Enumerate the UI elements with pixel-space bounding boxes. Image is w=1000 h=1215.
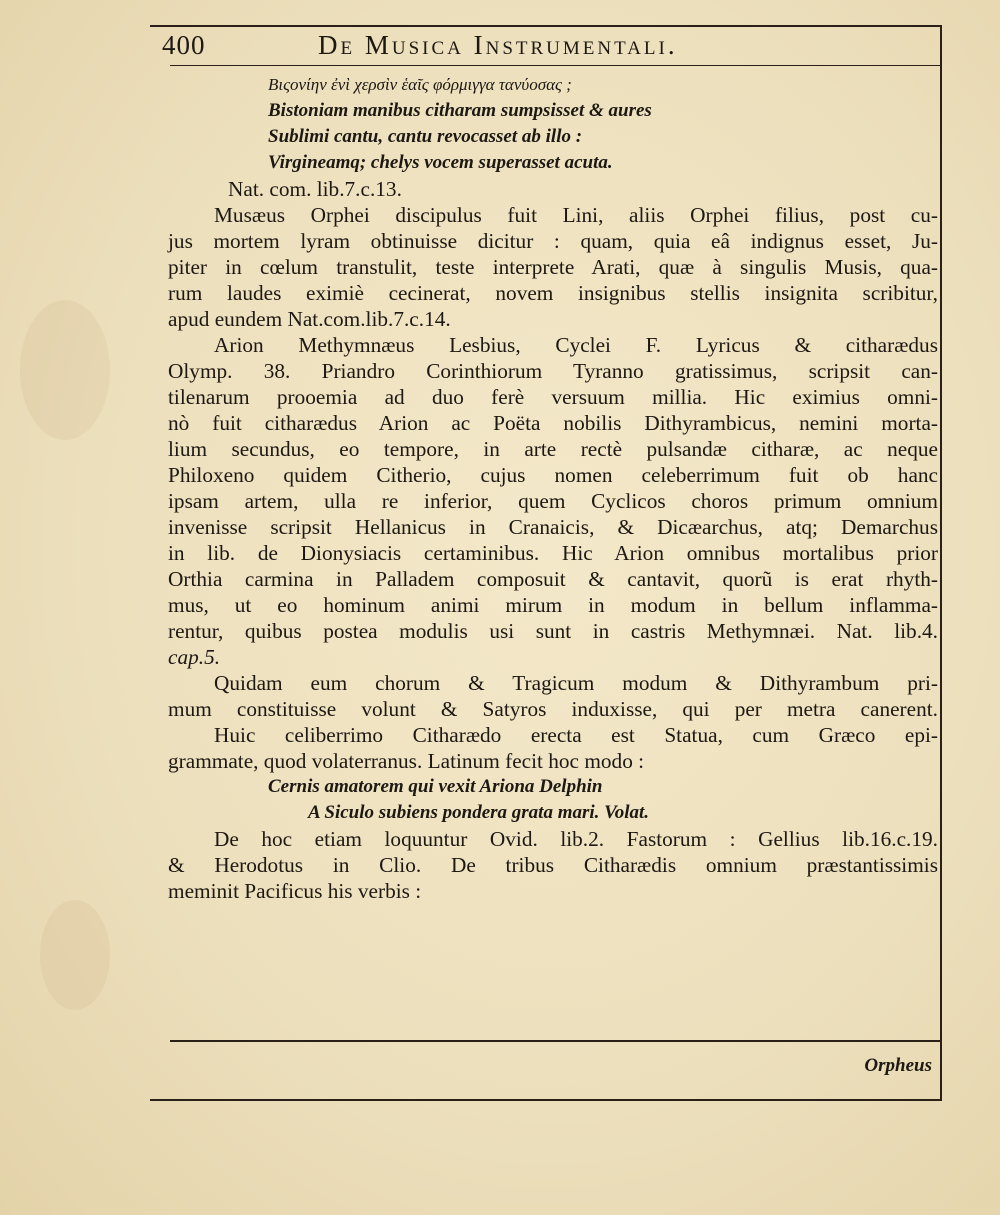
paper-stain bbox=[40, 900, 110, 1010]
paragraph-line: Orthia carmina in Palladem composuit & cantavit, quorũ is erat rhyth- bbox=[168, 567, 938, 591]
epigram-line: A Siculo subiens pondera grata mari. Volat. bbox=[308, 802, 650, 823]
paragraph-line: grammate, quod volaterranus. Latinum fecit hoc modo : bbox=[168, 749, 645, 773]
paragraph-line: Musæus Orphei discipulus fuit Lini, aliis Orphei filius, post cu- bbox=[214, 203, 938, 227]
footer-rule bbox=[170, 1040, 940, 1042]
paragraph-line: De hoc etiam loquuntur Ovid. lib.2. Fastorum : Gellius lib.16.c.19. bbox=[214, 827, 938, 851]
paragraph-line: piter in cœlum transtulit, teste interprete Arati, quæ à singulis Musis, qua- bbox=[168, 255, 938, 279]
running-head bbox=[160, 28, 940, 68]
paper-stain bbox=[20, 300, 110, 440]
running-title: De Musica Instrumentali. bbox=[318, 30, 678, 60]
paragraph-line: meminit Pacificus his verbis : bbox=[168, 879, 422, 903]
paragraph-line: & Herodotus in Clio. De tribus Citharædis omnium præstantissimis bbox=[168, 853, 938, 877]
paragraph-line: ipsam artem, ulla re inferior, quem Cyclicos choros primum omnium bbox=[168, 489, 938, 513]
latin-verse-line: Bistoniam manibus citharam sumpsisset & aures bbox=[268, 100, 652, 121]
paragraph-line: nò fuit citharædus Arion ac Poëta nobilis Dithyrambicus, nemini morta- bbox=[168, 411, 938, 435]
paragraph-line: mum constituisse volunt & Satyros induxisse, qui per metra canerent. bbox=[168, 697, 938, 721]
catchword: Orpheus bbox=[864, 1055, 932, 1076]
paragraph-line: jus mortem lyram obtinuisse dicitur : quam, quia eâ indignus esset, Ju- bbox=[168, 229, 938, 253]
paragraph-line: rum laudes eximiè cecinerat, novem insignibus stellis insignita scribitur, bbox=[168, 281, 938, 305]
epigram-line: Cernis amatorem qui vexit Ariona Delphin bbox=[268, 776, 603, 797]
paragraph-line: Huic celiberrimo Citharædo erecta est Statua, cum Græco epi- bbox=[214, 723, 938, 747]
citation-line: Nat. com. lib.7.c.13. bbox=[228, 177, 402, 201]
header-rule bbox=[170, 65, 940, 66]
latin-verse-line: Virgineamq; chelys vocem superasset acuta. bbox=[268, 152, 613, 173]
paragraph-line: Arion Methymnæus Lesbius, Cyclei F. Lyricus & citharædus bbox=[214, 333, 938, 357]
paragraph-line: Olymp. 38. Priandro Corinthiorum Tyranno gratissimus, scripsit can- bbox=[168, 359, 938, 383]
paragraph-line: Quidam eum chorum & Tragicum modum & Dithyrambum pri- bbox=[214, 671, 938, 695]
latin-verse-line: Sublimi cantu, cantu revocasset ab illo : bbox=[268, 126, 583, 147]
paragraph-line: in lib. de Dionysiacis certaminibus. Hic Arion omnibus mortalibus prior bbox=[168, 541, 938, 565]
paragraph-line: lium secundus, eo tempore, in arte rectè pulsandæ citharæ, ac neque bbox=[168, 437, 938, 461]
greek-verse-line: Βιςονίην ἐνὶ χερσὶν ἑαῖς φόρμιγγα τανύοσας ; bbox=[268, 75, 572, 94]
paragraph-line: cap.5. bbox=[168, 645, 221, 669]
paragraph-line: apud eundem Nat.com.lib.7.c.14. bbox=[168, 307, 451, 331]
body-text bbox=[168, 72, 938, 904]
paragraph-line: Philoxeno quidem Citherio, cujus nomen celeberrimum fuit ob hanc bbox=[168, 463, 938, 487]
paragraph-line: mus, ut eo hominum animi mirum in modum in bellum inflamma- bbox=[168, 593, 938, 617]
paragraph-line: invenisse scripsit Hellanicus in Cranaicis, & Dicæarchus, atq; Demarchus bbox=[168, 515, 938, 539]
paragraph-line: tilenarum prooemia ad duo ferè versuum millia. Hic eximius omni- bbox=[168, 385, 938, 409]
paragraph-line: rentur, quibus postea modulis usi sunt in castris Methymnæi. Nat. lib.4. bbox=[168, 619, 938, 643]
page-number: 400 bbox=[162, 30, 206, 60]
